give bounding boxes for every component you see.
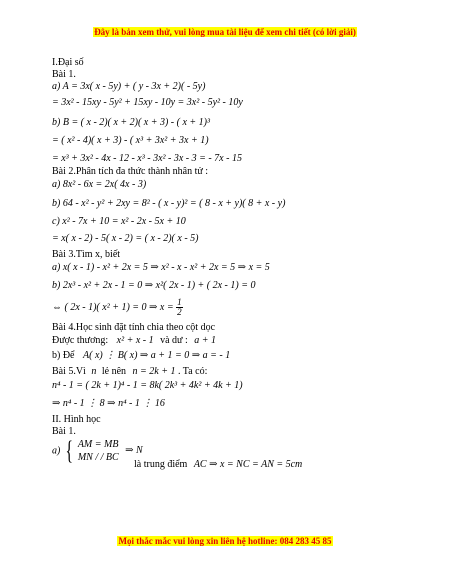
section-heading-algebra: I.Đại số	[52, 57, 84, 68]
equation-line: c) x² - 7x + 10 = x² - 2x - 5x + 10	[52, 216, 186, 227]
brace-icon: {	[65, 436, 73, 465]
equation-line: = x( x - 2) - 5( x - 2) = ( x - 2)( x - 5)	[52, 233, 199, 244]
equation-line	[52, 298, 183, 317]
label-text: lẻ nên	[101, 366, 127, 377]
hotline-banner: Mọi thắc mắc vui lòng xin liên hệ hotline: 084 283 45 85	[118, 536, 332, 546]
equation-line	[52, 350, 230, 362]
equation-line: a) 8x² - 6x = 2x( 4x - 3)	[52, 179, 147, 190]
remainder-expression: a + 1	[194, 335, 216, 346]
exercise-heading: Bài 4.Học sinh đặt tính chia theo cột dọc	[52, 322, 216, 333]
equation-line: n⁴ - 1 = ( 2k + 1)⁴ - 1 = 8k( 2k³ + 4k² + 4k + 1)	[52, 380, 243, 391]
equation-line: a) A = 3x( x - 5y) + ( y - 3x + 2)( - 5y)	[52, 81, 206, 92]
label-text: và dư :	[160, 335, 188, 346]
equation-system	[78, 438, 119, 464]
exercise-heading	[52, 366, 207, 378]
label-text: a)	[52, 445, 61, 457]
system-line: MN / / BC	[77, 452, 119, 463]
exercise-heading: Bài 2.Phân tích đa thức thành nhân tử :	[52, 166, 209, 177]
equation-text: AC ⇒ x = NC = AN = 5cm	[193, 459, 303, 470]
label-text: b) Để	[52, 350, 75, 361]
equation-line: = ( x² - 4)( x + 3) - ( x³ + 3x² + 3x + 1)	[52, 135, 209, 146]
equation-text: ⇔ ( 2x - 1)( x² + 1) = 0 ⇒ x =	[52, 301, 174, 313]
fraction-denominator: 2	[177, 307, 182, 317]
equation-line: b) 64 - x² - y² + 2xy = 8² - ( x - y)² = ( 8 - x + y)( 8 + x - y)	[52, 198, 286, 209]
equation-line: a) x( x - 1) - x² + 2x = 5 ⇒ x² - x - x² + 2x = 5 ⇒ x = 5	[52, 262, 270, 273]
equation-text: ⇒ N	[125, 445, 143, 457]
quotient-expression: x² + x - 1	[116, 335, 154, 346]
equation-line: b) 2x³ - x² + 2x - 1 = 0 ⇒ x²( 2x - 1) + ( 2x - 1) = 0	[52, 280, 256, 291]
equation-text: n = 2k + 1	[132, 366, 176, 377]
geometry-statement	[52, 438, 143, 464]
exercise-heading: Bài 1.	[52, 69, 76, 80]
label-text: . Ta có:	[177, 366, 208, 377]
label-text: Được thương:	[52, 335, 109, 346]
exercise-heading: Bài 3.Tìm x, biết	[52, 249, 121, 260]
equation-line: ⇒ n⁴ - 1 ⋮ 8 ⇒ n⁴ - 1 ⋮ 16	[52, 398, 165, 409]
quotient-line	[52, 335, 216, 347]
fraction	[176, 298, 183, 317]
geometry-conclusion	[134, 459, 302, 471]
label-text: là trung điểm	[134, 459, 188, 470]
system-line: AM = MB	[77, 439, 119, 450]
section-heading-geometry: II. Hình học	[52, 414, 101, 425]
equation-line: b) B = ( x - 2)( x + 2)( x + 3) - ( x + 1)³	[52, 117, 210, 128]
exercise-heading: Bài 1.	[52, 426, 76, 437]
equation-text: A( x) ⋮ B( x) ⇒ a + 1 = 0 ⇒ a = - 1	[83, 350, 231, 361]
variable-n: n	[91, 366, 97, 377]
equation-line: = x³ + 3x² - 4x - 12 - x³ - 3x² - 3x - 3 = - 7x - 15	[52, 153, 242, 164]
label-text: Bài 5.Vì	[52, 366, 86, 377]
preview-banner: Đây là bản xem thử, vui lòng mua tài liệu để xem chi tiết (có lời giải)	[94, 27, 356, 37]
equation-line: = 3x² - 15xy - 5y² + 15xy - 10y = 3x² - 5y² - 10y	[52, 97, 243, 108]
fraction-numerator: 1	[177, 297, 182, 307]
